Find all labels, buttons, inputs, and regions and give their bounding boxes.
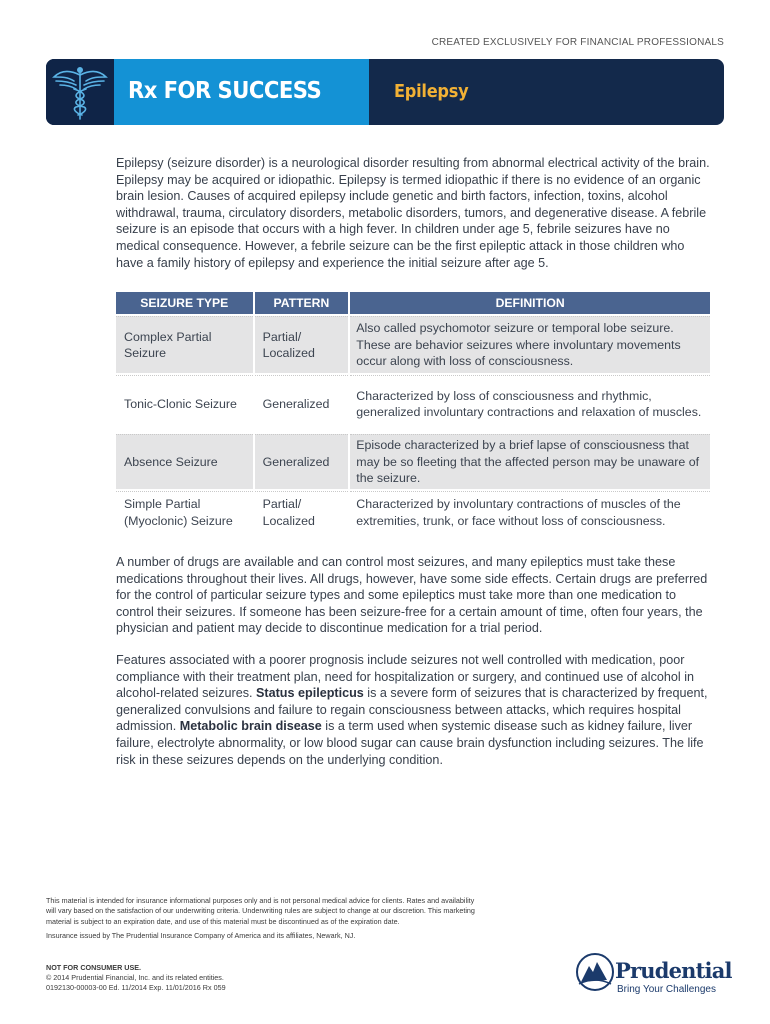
term-metabolic-brain-disease: Metabolic brain disease	[179, 719, 322, 734]
brand-name: Prudential	[615, 958, 732, 983]
definition-cell: Episode characterized by a brief lapse of consciousness that may be so fleeting that the affected person may be unaware of the seizure.	[350, 434, 710, 491]
header-banner	[46, 59, 724, 125]
seizure-table	[114, 292, 712, 535]
prognosis-text: is a severe form of seizures that is characterized by frequent, generalized convulsions and failure to regain consciousness between attacks, which requires hospital admission.	[116, 686, 708, 734]
prognosis-paragraph	[116, 652, 714, 768]
pattern-cell: Generalized	[255, 434, 349, 491]
seizure-type-cell: Absence Seizure	[116, 434, 253, 491]
prognosis-text: is a term used when systemic disease such as kidney failure, liver failure, electrolyte abnormality, or low blood sugar can cause brain dysfunction including seizures. The life risk in these seizures depends on the underlying condition.	[116, 719, 704, 767]
rock-icon	[575, 952, 615, 992]
disclaimer-text: This material is intended for insurance informational purposes only and is not personal medical advice for clients. Rates and availability will vary based on the satisfaction of our underwriting criteria. Underwriting rules are subject to change at our discretion. This marketing material is subject to an expiration date, and use of this material must be discontinued as of the expiration date.	[46, 896, 475, 926]
table-row	[116, 375, 710, 434]
footer-notice	[46, 963, 486, 994]
pattern-cell: Partial/ Localized	[255, 491, 349, 535]
pattern-cell: Generalized	[255, 375, 349, 434]
header-pattern: PATTERN	[255, 292, 349, 316]
copyright-text: © 2014 Prudential Financial, Inc. and its related entities.	[46, 973, 224, 983]
prognosis-text: Features associated with a poorer prognosis include seizures not well controlled with medication, poor compliance with their treatment plan, need for hospitalization or surgery, and continued use of alcohol in alcohol-related seizures.	[116, 653, 695, 701]
brand-tagline: Bring Your Challenges	[617, 984, 716, 995]
definition-cell: Also called psychomotor seizure or temporal lobe seizure. These are behavior seizures where involuntary movements occur along with loss of consciousness.	[350, 316, 710, 375]
seizure-type-cell: Complex Partial Seizure	[116, 316, 253, 375]
caduceus-icon	[50, 63, 110, 121]
table-header-row	[116, 292, 710, 316]
definition-cell: Characterized by involuntary contractions of muscles of the extremities, trunk, or face without loss of consciousness.	[350, 491, 710, 535]
header-definition: DEFINITION	[350, 292, 710, 316]
seizure-type-cell: Tonic-Clonic Seizure	[116, 375, 253, 434]
document-code: 0192130-00003-00 Ed. 11/2014 Exp. 11/01/2016 Rx 059	[46, 983, 226, 993]
audience-note: CREATED EXCLUSIVELY FOR FINANCIAL PROFESSIONALS	[431, 37, 724, 48]
definition-cell: Characterized by loss of consciousness and rhythmic, generalized involuntary contractions and relaxation of muscles.	[350, 375, 710, 434]
issued-by-text: Insurance issued by The Prudential Insurance Company of America and its affiliates, Newark, NJ.	[46, 931, 356, 941]
page-title: Rx FOR SUCCESS	[128, 78, 322, 104]
topic-title: Epilepsy	[394, 81, 469, 102]
footer-disclaimer	[46, 896, 486, 946]
drugs-paragraph: A number of drugs are available and can control most seizures, and many epileptics must take these medications throughout their lives. All drugs, however, have some side effects. Certain drugs are preferred for the control of particular seizure types and some epileptics must take more than one medication to control their seizures. If someone has been seizure-free for a certain amount of time, often four years, the physician and patient may decide to discontinue medication for a trial period.	[116, 555, 708, 636]
seizure-type-cell: Simple Partial (Myoclonic) Seizure	[116, 491, 253, 535]
logo-box	[46, 59, 114, 125]
table-row	[116, 434, 710, 491]
term-status-epilepticus: Status epilepticus	[256, 686, 364, 701]
pattern-cell: Partial/ Localized	[255, 316, 349, 375]
intro-paragraph: Epilepsy (seizure disorder) is a neurological disorder resulting from abnormal electrical activity of the brain. Epilepsy may be acquired or idiopathic. Epilepsy is termed idiopathic if there is no evidence of an organic brain lesion. Causes of acquired epilepsy include genetic and birth factors, infection, toxins, alcohol withdrawal, trauma, circulatory disorders, metabolic disorders, tumors, and degenerative disease. A febrile seizure is an episode that occurs with a high fever. In children under age 5, febrile seizures have no medical consequence. However, a febrile seizure can be the first epileptic attack in those children who have a family history of epilepsy and experience the initial seizure after age 5.	[116, 156, 710, 270]
prudential-logo	[575, 950, 732, 1000]
not-for-consumer-label: NOT FOR CONSUMER USE.	[46, 963, 142, 972]
header-seizure-type: SEIZURE TYPE	[116, 292, 253, 316]
table-row	[116, 316, 710, 375]
table-row	[116, 491, 710, 535]
title-box	[114, 59, 369, 125]
